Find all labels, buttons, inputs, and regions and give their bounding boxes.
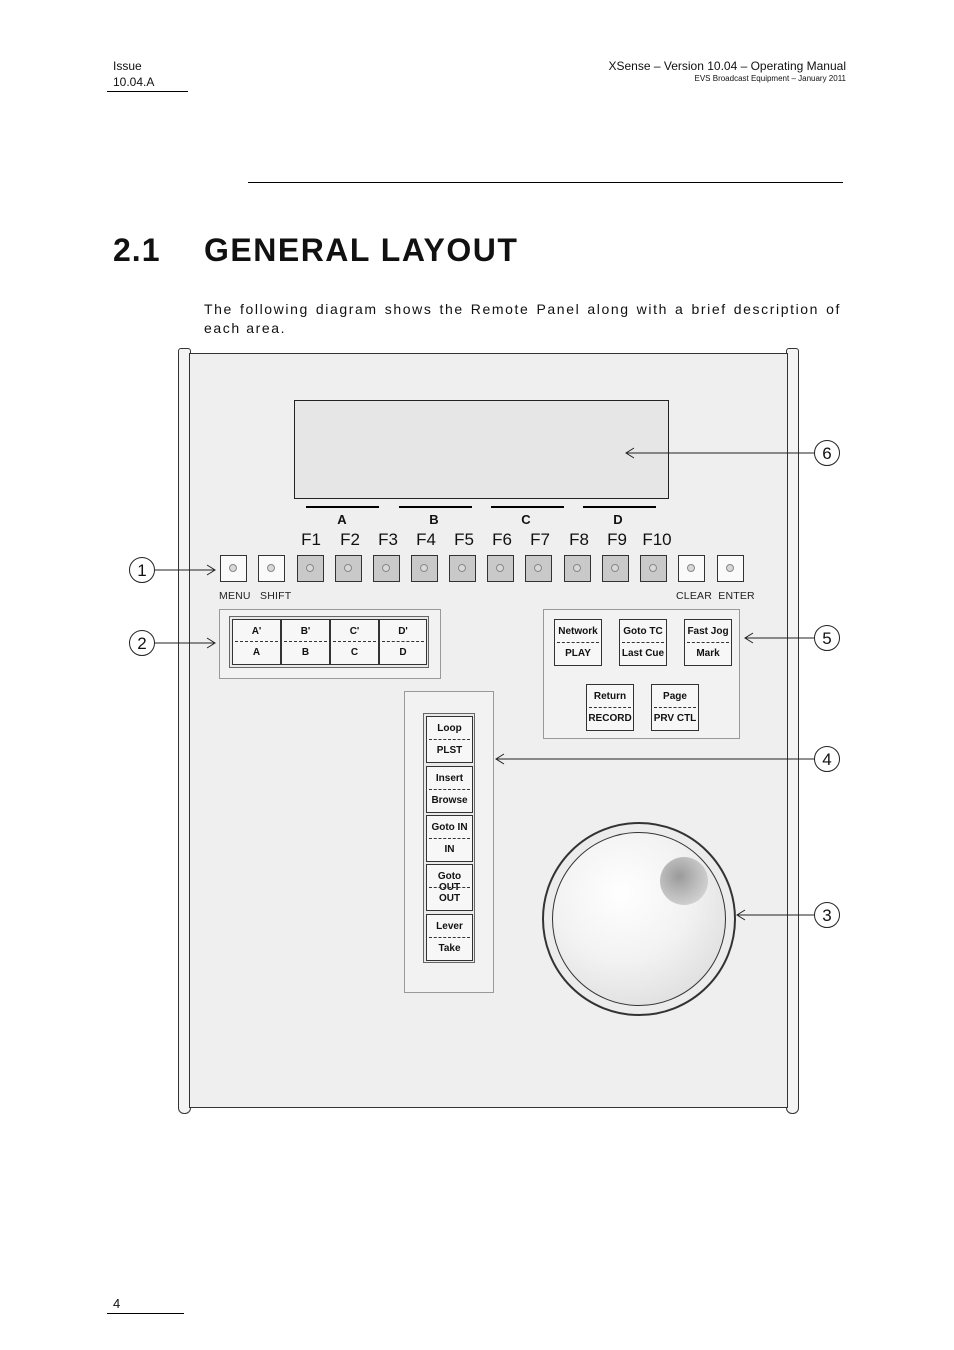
button-top-label: Goto OUT [437,871,462,893]
button-bottom-label: RECORD [588,713,632,724]
button-top-label: Goto IN [431,822,468,833]
button-bottom-label: Mark [696,648,720,659]
softkey-label-d: D [613,512,623,527]
section-title: GENERAL LAYOUT [204,232,519,268]
button-top-label: B' [300,626,311,637]
button-top-label: C' [349,626,360,637]
button-bottom-label: D [399,647,407,658]
button-bottom-label: Take [438,943,461,954]
button-top-label: Page [663,691,687,702]
issue-label: Issue [113,59,142,73]
button-bottom-label: PLST [436,745,463,756]
button-top-label: Insert [435,773,464,784]
fkey-label-f6: F6 [492,530,512,549]
button-top-label: Lever [436,921,463,932]
shift-label: SHIFT [260,590,292,602]
issue-number: 10.04.A [113,75,155,89]
intro-paragraph: The following diagram shows the Remote Panel along with a brief description of each area. [204,301,841,336]
button-bottom-label: C [350,647,359,658]
button-top-label: Fast Jog [687,626,729,637]
button-bottom-label: OUT [438,893,461,904]
button-top-label: Loop [437,723,462,734]
manual-title: XSense – Version 10.04 – Operating Manual [608,59,846,73]
callout-3: 3 [814,902,840,928]
fkey-label-f9: F9 [607,530,627,549]
button-bottom-label: PLAY [565,648,591,659]
section-number: 2.1 [113,232,161,268]
page-number: 4 [113,1296,121,1311]
button-top-label: A' [251,626,262,637]
callout-6: 6 [814,440,840,466]
softkey-label-a: A [337,512,347,527]
button-bottom-label: B [301,647,310,658]
menu-label: MENU [219,590,251,602]
callout-5: 5 [814,625,840,651]
publisher-line: EVS Broadcast Equipment – January 2011 [694,74,846,83]
fkey-label-f8: F8 [569,530,589,549]
button-bottom-label: Last Cue [621,648,665,659]
fkey-label-f7: F7 [530,530,550,549]
button-bottom-label: PRV CTL [653,713,697,724]
button-bottom-label: IN [444,844,455,855]
button-top-label: Return [593,691,627,702]
button-top-label: Network [558,626,598,637]
fkey-label-f2: F2 [340,530,360,549]
button-bottom-label: Browse [431,795,468,806]
softkey-label-b: B [429,512,439,527]
fkey-label-f4: F4 [416,530,436,549]
fkey-label-f3: F3 [378,530,398,549]
callout-2: 2 [129,630,155,656]
button-top-label: Goto TC [623,626,663,637]
button-top-label: D' [398,626,408,637]
page-number-underline [107,1313,184,1314]
callout-1: 1 [129,557,155,583]
fkey-label-f5: F5 [454,530,474,549]
fkey-label-f1: F1 [301,530,321,549]
softkey-label-c: C [521,512,531,527]
fkey-label-f10: F10 [642,530,672,549]
button-bottom-label: A [252,647,261,658]
clear-enter-label: CLEAR ENTER [676,590,755,602]
callout-4: 4 [814,746,840,772]
